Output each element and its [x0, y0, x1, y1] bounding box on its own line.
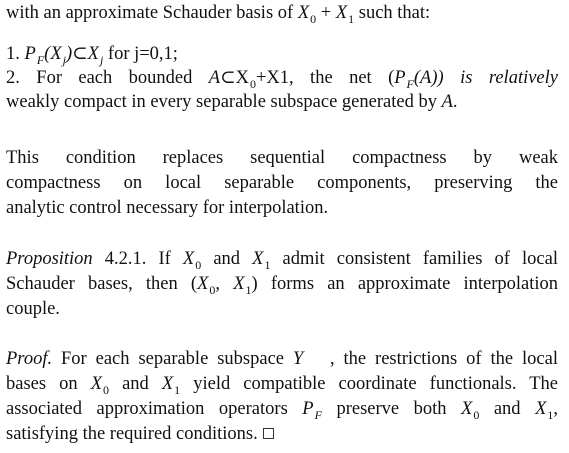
proposition-line-1	[6, 248, 558, 271]
proof-text: For each separable subspace	[52, 349, 293, 369]
proof-line-2	[6, 373, 558, 396]
proposition-text: Schauder bases, then (	[6, 274, 198, 294]
list-item-2-continued	[6, 91, 458, 113]
proof-text: , the restrictions of the local	[303, 349, 558, 369]
intro-text: with an approximate Schauder basis of	[6, 3, 298, 23]
subscript: F	[36, 53, 45, 67]
plus-sign: +	[316, 3, 336, 23]
item-number: 2. For each bounded	[6, 68, 209, 88]
symbol-x0: X	[461, 399, 473, 419]
item-text: weakly compact in every separable subspace generated by	[6, 92, 442, 112]
subscript: 0	[209, 283, 216, 297]
proposition-line-2	[6, 273, 558, 296]
qed-square-icon	[263, 428, 274, 439]
subscript: 0	[195, 258, 202, 272]
note-line-3: analytic control necessary for interpolation.	[6, 198, 329, 218]
symbol-x0: X	[90, 374, 103, 394]
subset-x: )⊂X	[65, 44, 99, 64]
subscript: 1	[348, 12, 355, 26]
proof-line-1	[6, 348, 558, 370]
intro-tail: such that:	[354, 3, 431, 23]
symbol-a: A	[208, 68, 221, 88]
subscript: 0	[473, 408, 480, 422]
proposition-label: Proposition	[6, 249, 93, 269]
proof-line-3	[6, 398, 558, 421]
symbol-y: Y	[292, 349, 304, 369]
subscript: F	[314, 408, 322, 422]
symbol-x1: X	[535, 399, 547, 419]
item-text: +X1, the net (	[255, 68, 395, 88]
proof-text: yield compatible coordinate functionals. The	[180, 374, 558, 394]
symbol-x0: X	[182, 249, 195, 269]
proof-text: preserve both	[321, 399, 462, 419]
symbol-x: (X	[44, 44, 62, 64]
subscript: 0	[310, 12, 317, 26]
proposition-text: admit consistent families of local	[270, 249, 558, 269]
list-item-1	[6, 43, 178, 66]
comma: ,	[215, 274, 234, 294]
proof-text: associated approximation operators	[6, 399, 303, 419]
symbol-x1: X	[233, 274, 245, 294]
operator-p: P	[24, 44, 36, 64]
symbol-a: A	[441, 92, 453, 112]
operator-p: P	[394, 68, 406, 88]
conjunction: and	[109, 374, 162, 394]
proof-text: satisfying the required conditions.	[6, 424, 258, 444]
proposition-text: ) forms an approximate interpolation	[251, 274, 559, 294]
conjunction: and	[201, 249, 253, 269]
subscript: F	[406, 77, 414, 91]
symbol-x1: X	[161, 374, 174, 394]
item-condition: for j=0,1;	[103, 44, 178, 64]
subscript: 1	[264, 258, 271, 272]
symbol-x1: X	[335, 3, 348, 23]
list-item-2	[6, 67, 558, 90]
proof-label: Proof.	[6, 349, 53, 369]
subscript: j	[99, 53, 104, 67]
item-text: (A)) is relatively	[413, 68, 558, 88]
proof-text: bases on	[6, 374, 91, 394]
item-number: 1.	[6, 44, 25, 64]
note-line-1: This condition replaces sequential compactness by weak	[6, 148, 558, 168]
period: .	[452, 92, 458, 112]
comma: ,	[553, 399, 558, 419]
proof-line-4	[6, 423, 274, 445]
proposition-number: 4.2.1. If	[92, 249, 183, 269]
subscript: j	[62, 53, 66, 67]
intro-line	[6, 2, 430, 25]
subscript: 0	[103, 383, 110, 397]
symbol-x0: X	[197, 274, 209, 294]
subscript: 1	[547, 408, 554, 422]
proposition-line-3: couple.	[6, 299, 60, 319]
subset-x: ⊂X	[220, 68, 249, 88]
subscript: 1	[174, 383, 181, 397]
symbol-x1: X	[252, 249, 264, 269]
subscript: 0	[249, 77, 256, 91]
symbol-x0: X	[297, 3, 310, 23]
conjunction: and	[479, 399, 536, 419]
operator-p: P	[302, 399, 314, 419]
subscript: 1	[245, 283, 252, 297]
note-line-2: compactness on local separable components, preserving the	[6, 173, 558, 193]
